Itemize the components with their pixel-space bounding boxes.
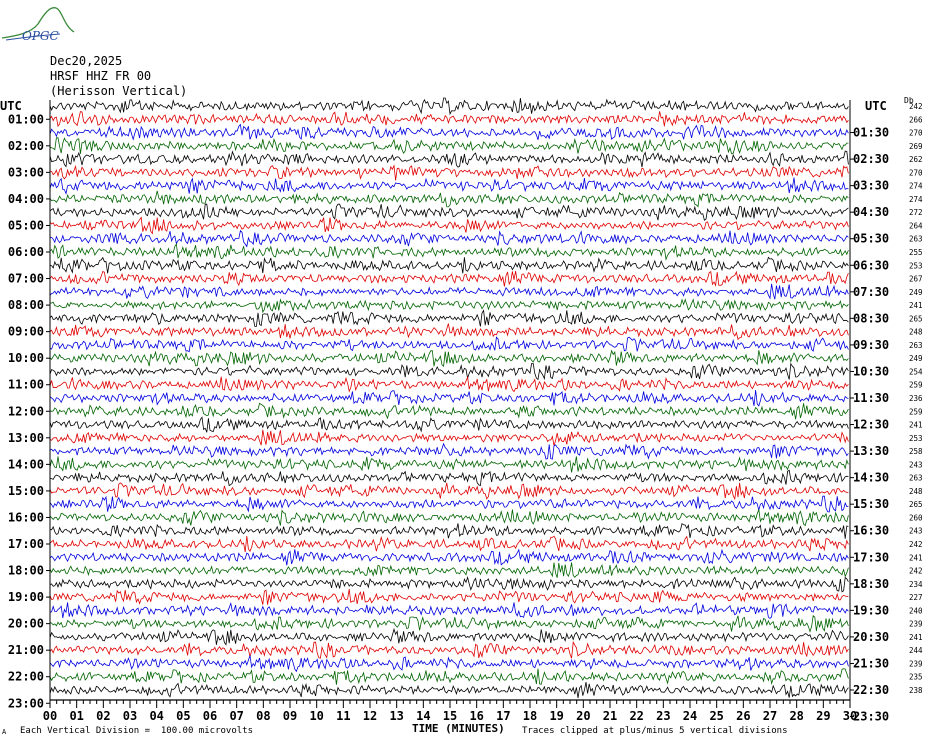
trace-20 xyxy=(50,364,848,380)
left-hour-label: 05:00 xyxy=(7,218,44,233)
trace-level-label: 249 xyxy=(909,354,923,364)
right-hour-label: 20:30 xyxy=(853,629,890,644)
x-tick-label: 09 xyxy=(282,709,298,723)
trace-level-label: 238 xyxy=(909,686,923,695)
trace-level-label: 234 xyxy=(909,579,923,589)
trace-level-label: 241 xyxy=(909,420,923,430)
trace-level-labels xyxy=(909,102,923,695)
x-tick-label: 22 xyxy=(629,709,644,723)
trace-level-label: 267 xyxy=(909,274,923,284)
trace-25 xyxy=(50,430,848,446)
trace-19 xyxy=(50,350,848,366)
trace-37 xyxy=(50,589,848,605)
right-hour-label: 07:30 xyxy=(853,284,890,299)
left-hour-label: 07:00 xyxy=(7,271,44,286)
x-tick-label: 24 xyxy=(682,709,698,723)
trace-29 xyxy=(50,483,848,499)
right-hour-label: 19:30 xyxy=(853,603,890,618)
date-label: Dec20,2025 xyxy=(50,54,123,68)
trace-level-label: 259 xyxy=(909,407,923,417)
left-hour-label: 14:00 xyxy=(7,457,44,472)
trace-level-label: 263 xyxy=(909,234,923,244)
left-hour-label: 10:00 xyxy=(7,351,44,366)
location-label: (Herisson Vertical) xyxy=(50,84,188,98)
x-tick-label: 19 xyxy=(549,709,564,723)
trace-11 xyxy=(50,244,848,259)
right-hour-label: 09:30 xyxy=(853,337,890,352)
trace-level-label: 260 xyxy=(909,513,923,523)
scale-note: Each Vertical Division = 100.00 microvolts xyxy=(20,726,253,736)
x-tick-label: 16 xyxy=(469,709,484,723)
trace-36 xyxy=(50,577,848,591)
trace-level-label: 249 xyxy=(909,287,923,297)
left-hour-label: 04:00 xyxy=(7,191,44,206)
trace-2 xyxy=(50,125,848,140)
right-hour-label: 14:30 xyxy=(853,470,890,485)
trace-level-label: 263 xyxy=(909,473,923,483)
trace-level-label: 264 xyxy=(909,221,923,231)
left-hour-label: 20:00 xyxy=(7,616,44,631)
x-tick-label: 21 xyxy=(602,709,618,723)
station-label: HRSF HHZ FR 00 xyxy=(50,69,152,83)
trace-level-label: 243 xyxy=(909,526,923,536)
x-tick-label: 20 xyxy=(576,709,591,723)
trace-level-label: 255 xyxy=(909,248,923,257)
x-tick-label: 26 xyxy=(736,709,751,723)
right-hour-label: 21:30 xyxy=(853,656,890,671)
x-tick-label: 15 xyxy=(442,709,458,723)
x-tick-label: 23 xyxy=(656,709,671,723)
trace-level-label: 227 xyxy=(909,593,923,603)
left-hour-label: 17:00 xyxy=(7,537,44,551)
left-hour-label: 08:00 xyxy=(7,298,44,313)
left-hour-label: 23:00 xyxy=(7,696,44,711)
x-tick-label: 14 xyxy=(416,709,431,723)
trace-level-label: 241 xyxy=(909,632,923,642)
trace-group xyxy=(50,98,848,698)
trace-8 xyxy=(50,204,848,220)
x-tick-label: 06 xyxy=(202,709,218,723)
trace-43 xyxy=(50,669,848,685)
x-tick-label: 05 xyxy=(176,709,191,723)
trace-level-label: 241 xyxy=(909,301,923,311)
x-tick-label: 11 xyxy=(336,709,351,723)
trace-5 xyxy=(50,166,848,181)
right-hour-label: 16:30 xyxy=(853,523,890,538)
trace-28 xyxy=(50,470,848,485)
x-tick-label: 13 xyxy=(389,709,404,723)
trace-21 xyxy=(50,377,848,392)
trace-12 xyxy=(50,257,848,273)
trace-level-label: 244 xyxy=(909,646,923,656)
x-tick-label: 17 xyxy=(496,709,511,723)
x-tick-label: 01 xyxy=(69,709,84,723)
trace-level-label: 259 xyxy=(909,380,923,390)
trace-27 xyxy=(50,456,848,472)
left-hour-label: 19:00 xyxy=(7,590,44,605)
left-hour-label: 11:00 xyxy=(7,377,44,392)
right-hour-label: 13:30 xyxy=(853,444,890,459)
left-hour-label: 09:00 xyxy=(7,324,44,339)
x-tick-label: 04 xyxy=(149,709,164,723)
trace-level-label: 262 xyxy=(909,155,923,165)
trace-level-label: 248 xyxy=(909,327,923,337)
time-axis xyxy=(43,700,857,723)
left-hour-label: 06:00 xyxy=(7,245,44,259)
left-hour-label: 15:00 xyxy=(7,483,44,498)
trace-16 xyxy=(50,310,848,326)
hour-labels xyxy=(8,112,889,723)
trace-level-label: 243 xyxy=(909,460,923,470)
trace-level-label: 269 xyxy=(909,141,923,151)
trace-18 xyxy=(50,337,848,352)
left-hour-label: 18:00 xyxy=(7,563,44,578)
trace-14 xyxy=(50,284,848,300)
trace-1 xyxy=(50,111,848,126)
trace-level-label: 239 xyxy=(909,659,923,669)
trace-30 xyxy=(50,496,848,512)
trace-level-label: 274 xyxy=(909,194,923,204)
trace-42 xyxy=(50,656,848,672)
trace-level-label: 270 xyxy=(909,128,923,138)
left-hour-label: 21:00 xyxy=(7,643,44,658)
logo-text: OPGC xyxy=(22,29,59,43)
trace-level-label: 254 xyxy=(909,367,923,377)
trace-level-label: 263 xyxy=(909,340,923,350)
trace-level-label: 241 xyxy=(909,553,923,563)
trace-level-label: 248 xyxy=(909,486,923,496)
right-hour-label: 23:30 xyxy=(853,709,890,724)
trace-17 xyxy=(50,324,848,340)
trace-40 xyxy=(50,629,848,645)
x-tick-label: 18 xyxy=(522,709,538,723)
x-tick-label: 30 xyxy=(842,709,858,723)
trace-0 xyxy=(50,98,848,114)
x-tick-label: 00 xyxy=(42,709,58,723)
trace-31 xyxy=(50,510,848,526)
trace-level-label: 236 xyxy=(909,394,923,403)
trace-level-label: 258 xyxy=(909,447,923,457)
right-axis-title: UTC xyxy=(865,99,887,113)
right-hour-label: 06:30 xyxy=(853,258,890,273)
right-hour-label: 08:30 xyxy=(853,311,890,326)
trace-6 xyxy=(50,178,848,194)
clip-note: Traces clipped at plus/minus 5 vertical divisions xyxy=(522,726,788,736)
right-hour-label: 18:30 xyxy=(853,576,890,591)
right-hour-label: 10:30 xyxy=(853,364,890,379)
right-hour-label: 05:30 xyxy=(853,231,890,246)
right-hour-label: 03:30 xyxy=(853,178,890,193)
trace-4 xyxy=(50,151,848,167)
trace-level-label: 242 xyxy=(909,102,923,111)
left-axis-title: UTC xyxy=(0,99,22,113)
right-hour-label: 22:30 xyxy=(853,683,890,697)
x-tick-label: 27 xyxy=(762,709,778,723)
x-tick-label: 02 xyxy=(96,709,111,723)
trace-level-label: 272 xyxy=(909,208,923,218)
trace-level-label: 235 xyxy=(909,672,923,682)
trace-level-label: 274 xyxy=(909,181,923,191)
x-tick-label: 12 xyxy=(362,709,378,723)
left-hour-label: 03:00 xyxy=(7,165,44,180)
left-hour-label: 01:00 xyxy=(7,112,44,127)
corner-mark: A xyxy=(2,728,7,736)
left-hour-label: 13:00 xyxy=(7,430,44,445)
right-hour-label: 11:30 xyxy=(853,391,890,405)
x-tick-label: 29 xyxy=(816,709,831,723)
trace-35 xyxy=(50,563,848,578)
x-tick-label: 25 xyxy=(709,709,724,723)
right-hour-label: 04:30 xyxy=(853,205,890,220)
trace-level-label: 253 xyxy=(909,261,923,271)
trace-level-label: 270 xyxy=(909,168,923,178)
left-hour-label: 22:00 xyxy=(7,669,44,684)
x-tick-label: 07 xyxy=(229,709,244,723)
right-hour-label: 12:30 xyxy=(853,417,890,432)
x-tick-label: 08 xyxy=(256,709,271,723)
trace-22 xyxy=(50,390,848,406)
trace-32 xyxy=(50,523,848,538)
x-tick-label: 10 xyxy=(309,709,324,723)
trace-39 xyxy=(50,616,848,632)
x-axis-title: TIME (MINUTES) xyxy=(412,722,505,735)
right-hour-label: 02:30 xyxy=(853,152,890,167)
trace-41 xyxy=(50,642,848,658)
trace-24 xyxy=(50,417,848,432)
trace-level-label: 253 xyxy=(909,433,923,443)
trace-38 xyxy=(50,602,848,618)
trace-10 xyxy=(50,231,848,247)
trace-level-label: 242 xyxy=(909,540,923,549)
left-hour-label: 02:00 xyxy=(7,138,44,153)
x-tick-label: 03 xyxy=(122,709,138,723)
trace-26 xyxy=(50,444,848,459)
trace-level-label: 265 xyxy=(909,500,923,510)
trace-level-label: 239 xyxy=(909,619,923,629)
trace-15 xyxy=(50,300,848,313)
trace-7 xyxy=(50,191,848,207)
trace-level-label: 265 xyxy=(909,314,923,324)
left-hour-label: 16:00 xyxy=(7,510,44,525)
trace-13 xyxy=(50,271,848,286)
right-hour-label: 01:30 xyxy=(853,125,890,140)
trace-level-label: 240 xyxy=(909,606,923,616)
trace-34 xyxy=(50,549,848,565)
trace-44 xyxy=(50,682,848,698)
trace-33 xyxy=(50,536,848,552)
x-tick-label: 28 xyxy=(789,709,804,723)
left-hour-label: 12:00 xyxy=(7,404,44,419)
trace-23 xyxy=(50,403,848,419)
right-hour-label: 15:30 xyxy=(853,497,890,512)
right-hour-label: 17:30 xyxy=(853,550,890,565)
trace-level-label: 266 xyxy=(909,115,923,125)
right-column-title: Db xyxy=(904,96,914,105)
trace-3 xyxy=(50,138,848,154)
trace-level-label: 242 xyxy=(909,566,923,576)
